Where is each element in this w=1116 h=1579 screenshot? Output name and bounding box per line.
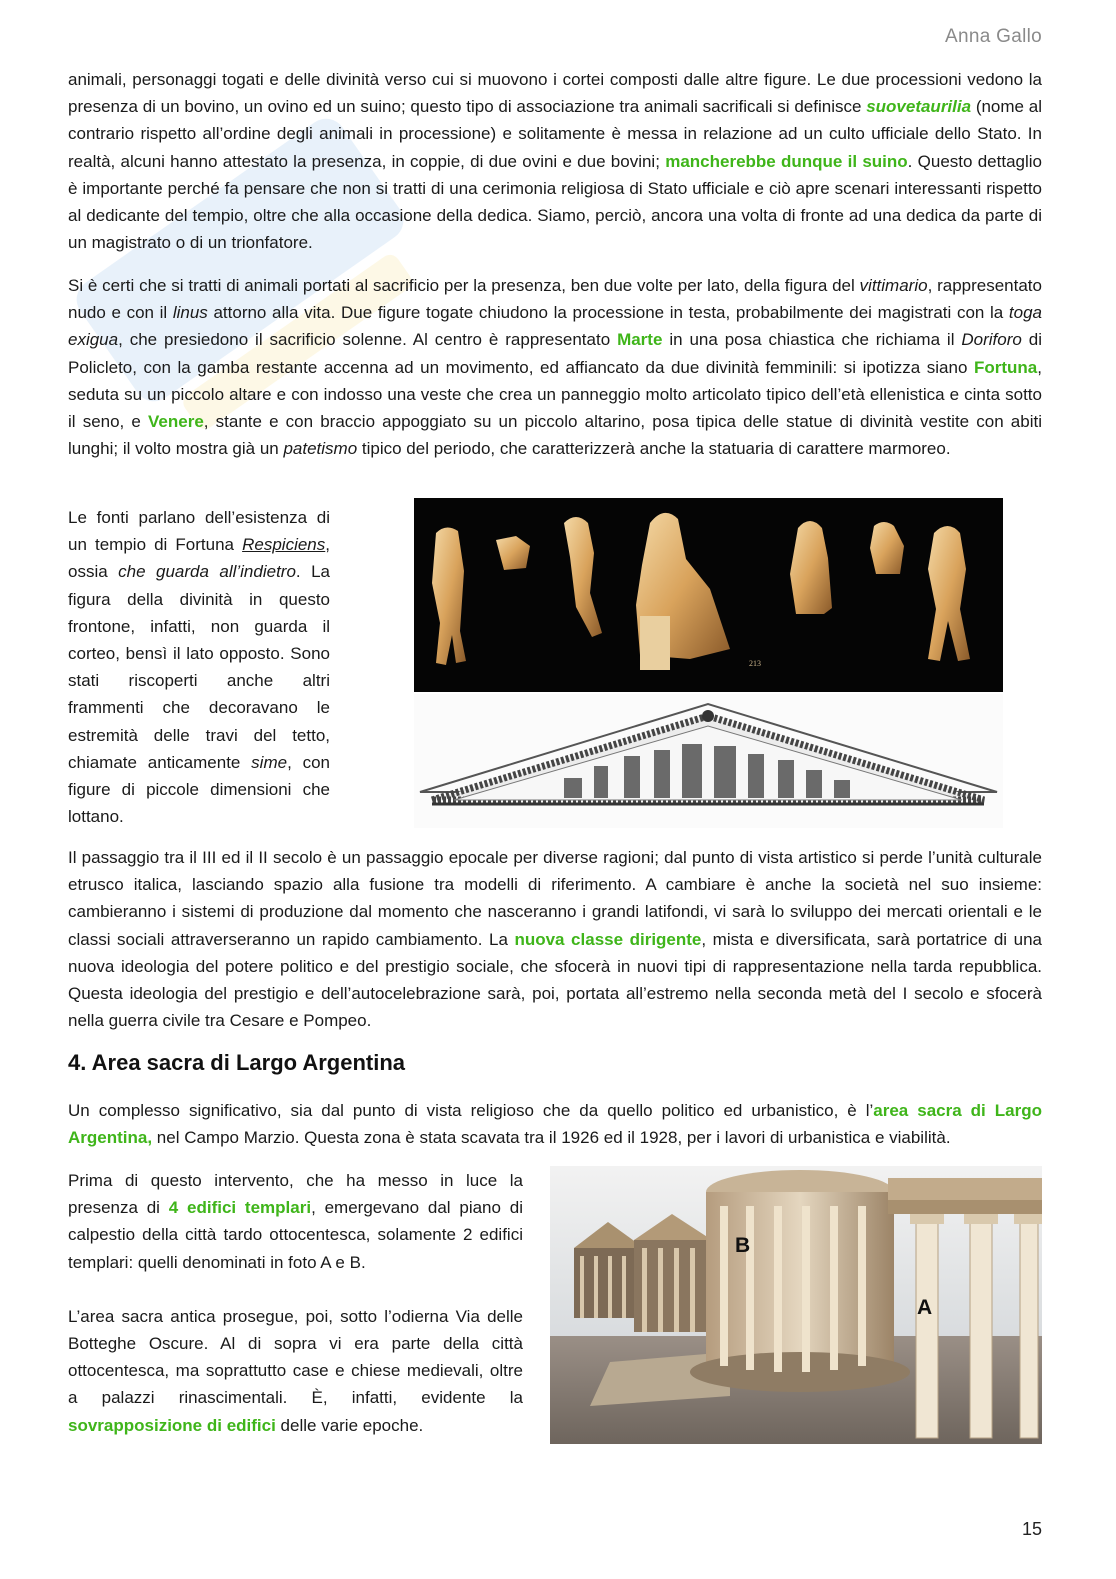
temple-label-a: A: [917, 1296, 933, 1319]
emphasis-text: sovrapposizione di edifici: [68, 1415, 276, 1435]
side-text-temples: [68, 1167, 523, 1466]
text-run: (nome al contrario rispetto all’ordine degli animali in processione) e solitamente è messa in relazione ad un culto ufficiale dello Stato. In realtà, alcuni hanno attestato la presenza, in coppie, di due ovini e due bovini;: [68, 97, 1042, 171]
author-name: Anna Gallo: [944, 26, 1042, 47]
emphasis-text: 4 edifici templari: [168, 1198, 312, 1218]
text-run: nel Campo Marzio. Questa zona è stata scavata tra il 1926 ed il 1928, per i lavori di urbanistica e viabilità.: [152, 1128, 951, 1148]
emphasis-text: area sacra di Largo Argentina,: [68, 1101, 1042, 1148]
paragraph-largo-argentina: [68, 1097, 1042, 1151]
text-run: , emergevano dal piano di calpestio della città tardo ottocentesca, solamente 2 edifici templari: quelli denominati in foto A e B.: [68, 1198, 523, 1272]
temples-reconstruction-render: [550, 1166, 1042, 1444]
text-run: , seduta su un piccolo altare e con indosso una veste che crea un panneggio molto articolato tipico dell’età ellenistica e cinta sotto il seno, e: [68, 357, 1042, 432]
paragraph-text: [68, 1303, 523, 1439]
emphasis-text: sime: [251, 752, 288, 772]
text-run: , ossia: [68, 535, 330, 582]
text-run: , che presiedono il sacrificio solenne. Al centro è rappresentato: [118, 330, 618, 350]
emphasis-text: suovetaurilia: [866, 97, 972, 117]
text-run: Si è certi che si tratti di animali portati al sacrificio per la presenza, ben due volte per lato, della figura del: [68, 276, 860, 295]
text-run: di Policleto, con la gamba restante accenna ad un movimento, ed affiancato da due divinità femminili: si ipotizza siano: [68, 330, 1042, 377]
emphasis-text: nuova classe dirigente: [514, 929, 702, 949]
emphasis-text: Respiciens: [242, 535, 326, 555]
paragraph-text: [68, 1167, 523, 1276]
paragraph-text: [68, 504, 330, 830]
emphasis-text: vittimario: [859, 276, 928, 295]
section-heading: 4. Area sacra di Largo Argentina: [68, 1050, 406, 1075]
text-run: , mista e diversificata, sarà portatrice di una nuova ideologia del potere politico e del prestigio sociale, che sfocerà in nuovi tipi di rappresentazione nella tarda repubblica. Questa ideologia del prestigio e dell’autocelebrazione sarà, poi, portata all’estremo nella seconda metà del I secolo e sfocerà nella guerra civile tra Cesare e Pompeo.: [68, 929, 1042, 1031]
text-run: delle varie epoche.: [275, 1415, 424, 1435]
text-run: Prima di questo intervento, che ha messo in luce la presenza di: [68, 1171, 523, 1218]
emphasis-text: toga exigua: [68, 303, 1042, 350]
figure-number: 213: [749, 659, 761, 668]
emphasis-text: che guarda all’indietro: [118, 562, 296, 582]
emphasis-text: patetismo: [283, 439, 358, 459]
emphasis-text: Fortuna: [973, 357, 1038, 377]
text-run: Le fonti parlano dell’esistenza di un tempio di Fortuna: [68, 508, 330, 555]
paragraph-suovetaurilia: [68, 66, 1042, 256]
paragraph-text: [68, 844, 1042, 1034]
text-run: in una posa chiastica che richiama il: [662, 330, 962, 350]
paragraph-text: [68, 1097, 1042, 1151]
emphasis-text: Venere: [148, 412, 204, 432]
temple-label-b: B: [735, 1234, 751, 1257]
text-run: . La figura della divinità in questo frontone, infatti, non guarda il corteo, bensì il lato opposto. Sono stati riscoperti anche altri frammenti che decoravano le estremità delle travi del tetto, chiamate anticamente: [68, 562, 330, 772]
text-run: tipico del periodo, che caratterizzerà anche la statuaria di carattere marmoreo.: [357, 439, 951, 459]
paragraph-third-second-century: [68, 844, 1042, 1034]
text-run: Il passaggio tra il III ed il II secolo è un passaggio epocale per diverse ragioni; dal punto di vista artistico si perde l’unità culturale etrusco italica, lasciando spazio alla fusione tra modelli di riferimento. A cambiare è anche la società nel suo insieme: cambieranno i sistemi di produzione dal momento che nasceranno i grandi latifondi, vi sarà lo sviluppo dei mercati orientali e le classi sociali attraverseranno un rapido cambiamento. La: [68, 848, 1042, 949]
text-run: L’area sacra antica prosegue, poi, sotto l’odierna Via delle Botteghe Oscure. Al di sopra vi era parte della città ottocentesca, ma soprattutto case e chiese medievali, oltre a palazzi rinascimentali. È, infatti, evidente la: [68, 1306, 523, 1408]
page-number: 15: [1021, 1519, 1042, 1539]
text-run: , stante e con braccio appoggiato su un piccolo altarino, posa tipica delle statue di divinità vestite con abiti lunghi; il volto mostra già un: [68, 412, 1042, 459]
paragraph-procession: [68, 272, 1042, 462]
text-run: Un complesso significativo, sia dal punto di vista religioso che da quello politico ed urbanistico, è l’: [68, 1101, 874, 1120]
pediment-illustration: [414, 694, 1003, 828]
emphasis-text: Marte: [617, 330, 663, 350]
text-run: , rappresentato nudo e con il: [68, 276, 1042, 323]
statues-illustration: [414, 498, 1003, 692]
emphasis-text: mancherebbe dunque il suino: [665, 151, 908, 171]
emphasis-text: Doriforo: [961, 330, 1022, 350]
terracotta-statues-photo: [414, 498, 1003, 692]
paragraph-text: [68, 272, 1042, 462]
text-run: . Questo dettaglio è importante perché fa pensare che non si tratti di una cerimonia religiosa di Stato ufficiale e ciò apre scenari interessanti rispetto al dedicante del tempio, oltre che alla occasione della dedica. Siamo, perciò, ancora una volta di fronte ad una dedica da parte di un magistrato o di un trionfatore.: [68, 151, 1042, 253]
side-text-fortuna: [68, 504, 330, 830]
paragraph-text: [68, 66, 1042, 256]
temples-illustration: [550, 1166, 1042, 1444]
text-run: attorno alla vita. Due figure togate chiudono la processione in testa, probabilmente dei magistrati con la: [207, 303, 1009, 323]
text-run: , con figure di piccole dimensioni che lottano.: [68, 752, 330, 827]
pediment-reconstruction-drawing: [414, 694, 1003, 828]
text-run: animali, personaggi togati e delle divinità verso cui si muovono i cortei composti dalle altre figure. Le due processioni vedono la presenza di un bovino, un ovino ed un suino; questo tipo di associazione tra animali sacrificali si definisce: [68, 70, 1042, 117]
emphasis-text: linus: [172, 303, 208, 323]
